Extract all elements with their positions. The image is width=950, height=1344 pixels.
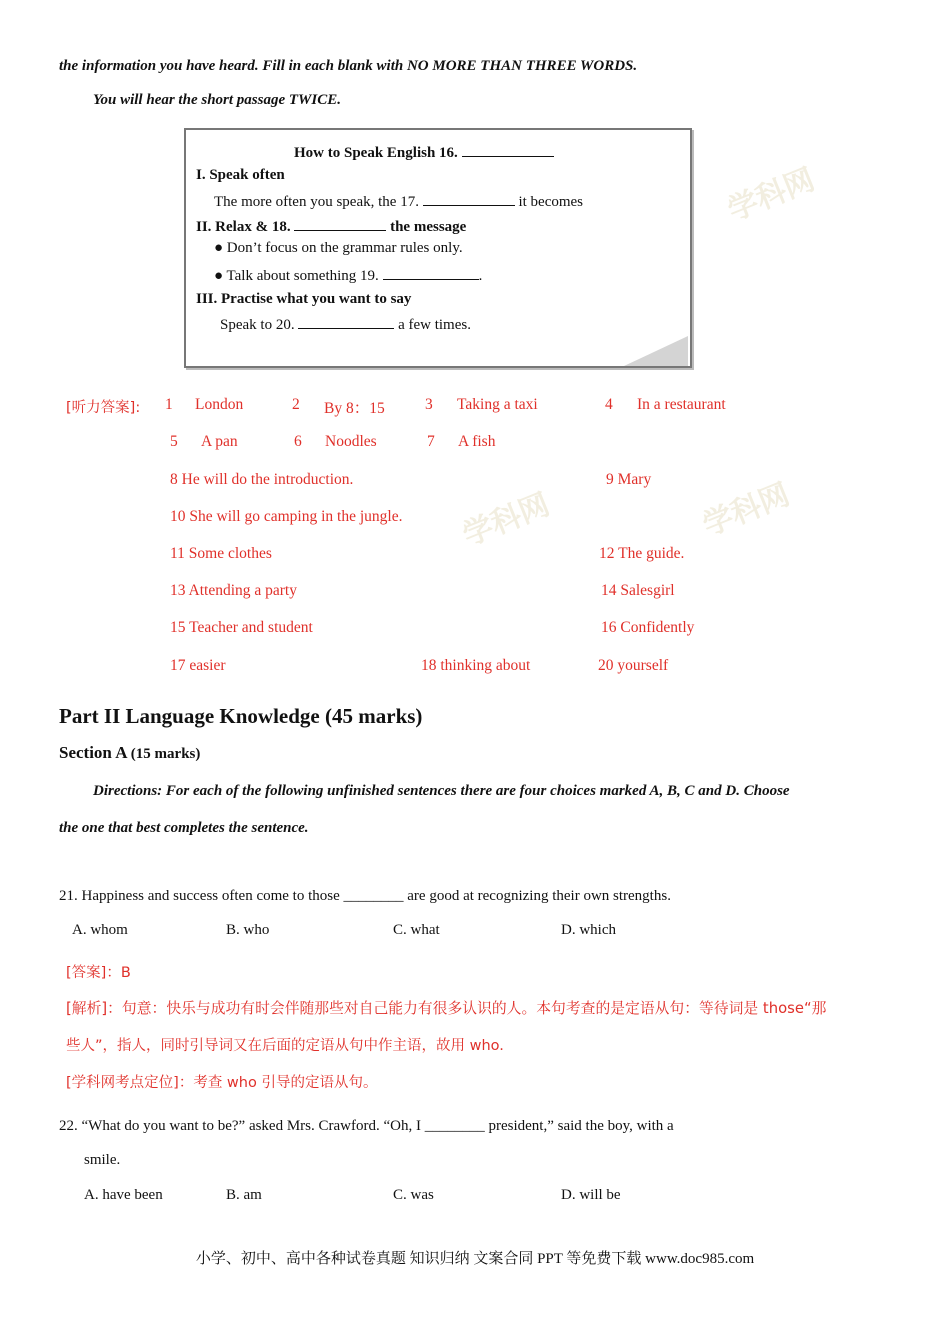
instruction-line-2: You will hear the short passage TWICE. — [93, 92, 341, 108]
answer-text: 11 Some clothes — [170, 545, 272, 562]
note-heading-1: I. Speak often — [196, 167, 285, 183]
option-c: C. what — [393, 922, 440, 938]
answer-text: 18 thinking about — [421, 657, 531, 674]
answer-text: 8 He will do the introduction. — [170, 471, 354, 488]
answer-text: 15 Teacher and student — [170, 619, 313, 636]
option-b: B. who — [226, 922, 270, 938]
answers-label: [听力答案]: — [66, 400, 141, 416]
answer-number: 4 — [605, 396, 613, 413]
answer-key: [答案]：B — [66, 965, 131, 981]
answer-number: 2 — [292, 396, 300, 413]
answer-text: 14 Salesgirl — [601, 582, 675, 599]
page-curl — [624, 336, 688, 366]
answer-text: A pan — [201, 433, 238, 450]
option-c: C. was — [393, 1187, 434, 1203]
answer-text: London — [195, 396, 244, 413]
directions-line-1: Directions: For each of the following unfinished sentences there are four choices marked A, B, C and D. Choose — [93, 783, 790, 799]
page-footer: 小学、初中、高中各种试卷真题 知识归纳 文案合同 PPT 等免费下载 www.doc985.com — [195, 1251, 755, 1267]
note-title: How to Speak English 16. — [294, 142, 554, 162]
answer-number: 7 — [427, 433, 435, 450]
question-21-stem: 21. Happiness and success often come to those ________ are good at recognizing their own strengths. — [59, 888, 671, 904]
option-d: D. will be — [561, 1187, 621, 1203]
answer-text: A fish — [458, 433, 496, 450]
option-a: A. have been — [84, 1187, 163, 1203]
answer-text: 9 Mary — [606, 471, 652, 488]
option-a: A. whom — [72, 922, 128, 938]
watermark: 学科网 — [458, 487, 555, 554]
question-22-stem: 22. “What do you want to be?” asked Mrs. Crawford. “Oh, I ________ president,” said the boy, with a — [59, 1118, 674, 1134]
answer-text: Noodles — [325, 433, 377, 450]
watermark: 学科网 — [723, 162, 820, 229]
note-bullet-1: ● Don’t focus on the grammar rules only. — [214, 240, 463, 256]
answer-text: 10 She will go camping in the jungle. — [170, 508, 403, 525]
watermark: 学科网 — [698, 477, 795, 544]
answer-text: In a restaurant — [637, 396, 726, 413]
part-heading: Part II Language Knowledge (45 marks) — [59, 704, 423, 728]
question-22-stem-cont: smile. — [84, 1152, 121, 1168]
note-heading-2: II. Relax & 18. the message — [196, 216, 466, 236]
section-heading: Section A (15 marks) — [59, 743, 201, 762]
answer-text: By 8：15 — [324, 400, 385, 417]
note-bullet-2: ● Talk about something 19. . — [214, 265, 482, 285]
answer-number: 3 — [425, 396, 433, 413]
note-heading-3: III. Practise what you want to say — [196, 291, 412, 307]
answer-number: 5 — [170, 433, 178, 450]
note-card — [184, 128, 692, 368]
exam-point: [学科网考点定位]：考查 who 引导的定语从句。 — [66, 1075, 378, 1091]
directions-line-2: the one that best completes the sentence. — [59, 820, 309, 836]
answer-text: 13 Attending a party — [170, 582, 297, 599]
instruction-line-1: the information you have heard. Fill in each blank with NO MORE THAN THREE WORDS. — [59, 58, 638, 74]
analysis-line-2: 些人”，指人，同时引导词又在后面的定语从句中作主语，故用 who. — [66, 1038, 504, 1054]
note-line-1: The more often you speak, the 17. it becomes — [214, 191, 583, 211]
option-b: B. am — [226, 1187, 262, 1203]
answer-text: 16 Confidently — [601, 619, 695, 636]
answer-number: 1 — [165, 396, 173, 413]
answer-number: 6 — [294, 433, 302, 450]
answer-text: 12 The guide. — [599, 545, 685, 562]
option-d: D. which — [561, 922, 616, 938]
note-line-3: Speak to 20. a few times. — [220, 314, 471, 334]
analysis-line-1: [解析]：句意：快乐与成功有时会伴随那些对自己能力有很多认识的人。本句考查的是定语从句：等待词是 those“那 — [66, 1000, 827, 1017]
answer-text: 20 yourself — [598, 657, 669, 674]
answer-text: Taking a taxi — [457, 396, 538, 413]
answer-text: 17 easier — [170, 657, 226, 674]
